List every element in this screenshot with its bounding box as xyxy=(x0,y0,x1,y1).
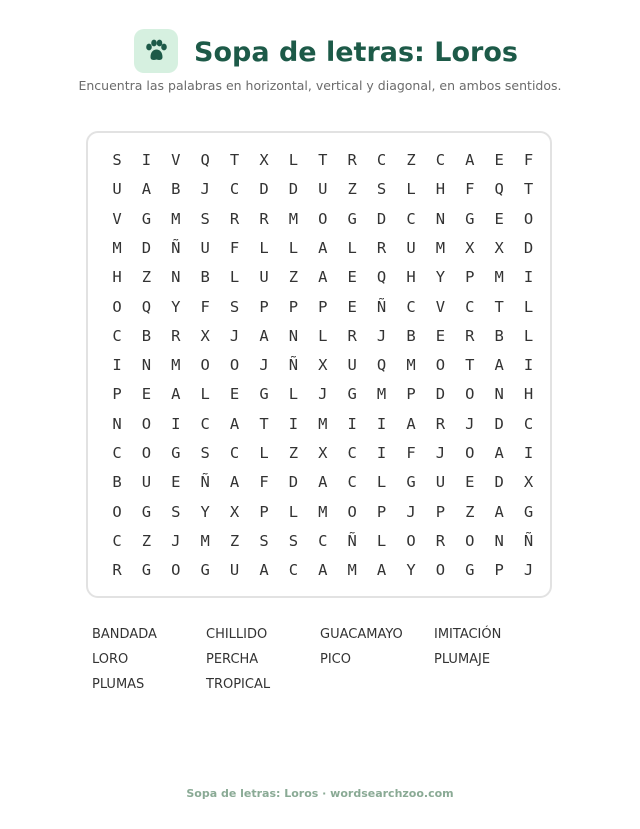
grid-cell[interactable]: T xyxy=(494,297,504,316)
grid-cell[interactable]: O xyxy=(200,356,210,375)
grid-cell[interactable]: G xyxy=(406,473,416,492)
grid-cell[interactable]: A xyxy=(259,326,269,345)
grid-cell[interactable]: B xyxy=(141,326,152,345)
grid-cell[interactable]: A xyxy=(494,502,504,521)
grid-cell[interactable]: S xyxy=(259,531,269,550)
grid-cell[interactable]: C xyxy=(406,297,416,316)
grid-cell[interactable]: P xyxy=(435,502,446,521)
grid-cell[interactable]: C xyxy=(435,151,446,169)
grid-cell[interactable]: L xyxy=(523,326,534,345)
grid-cell[interactable]: L xyxy=(523,297,534,316)
grid-cell[interactable]: A xyxy=(229,414,240,433)
grid-cell[interactable]: O xyxy=(112,297,122,316)
grid-cell[interactable]: F xyxy=(259,473,269,492)
word-list-item: PICO xyxy=(320,652,351,667)
grid-cell[interactable]: O xyxy=(171,561,181,580)
grid-cell[interactable]: J xyxy=(465,414,475,433)
grid-cell[interactable]: P xyxy=(465,268,475,287)
grid-cell[interactable]: T xyxy=(229,151,240,169)
grid-cell[interactable]: S xyxy=(288,531,299,550)
grid-cell[interactable]: I xyxy=(171,414,181,433)
grid-cell[interactable]: T xyxy=(523,180,534,199)
grid-cell[interactable]: Z xyxy=(288,268,299,287)
grid-cell[interactable]: L xyxy=(288,502,299,521)
grid-cell[interactable]: T xyxy=(318,151,328,169)
grid-cell[interactable]: V xyxy=(171,151,181,169)
footer: Sopa de letras: Loros · wordsearchzoo.com xyxy=(186,787,454,800)
grid-cell[interactable]: G xyxy=(465,561,475,580)
grid-cell[interactable]: H xyxy=(112,268,122,287)
word-list-item: PLUMAJE xyxy=(434,652,491,667)
grid-cell[interactable]: O xyxy=(229,356,240,375)
grid-cell[interactable]: J xyxy=(523,561,534,580)
logo xyxy=(134,29,178,73)
grid-cell[interactable]: I xyxy=(523,356,534,375)
header xyxy=(0,28,640,76)
grid-cell[interactable]: U xyxy=(200,238,210,257)
grid-cell[interactable]: S xyxy=(200,209,210,228)
grid-cell[interactable]: M xyxy=(406,356,416,375)
grid-cell[interactable]: C xyxy=(523,414,534,433)
grid-cell[interactable]: U xyxy=(141,473,152,492)
word-list-item: BANDADA xyxy=(92,627,157,642)
word-list-item: IMITACIÓN xyxy=(434,627,502,642)
grid-cell[interactable]: R xyxy=(259,209,269,228)
grid-cell[interactable]: N xyxy=(435,209,446,228)
grid-cell[interactable]: L xyxy=(288,238,299,257)
grid-cell[interactable]: Q xyxy=(494,180,504,199)
grid-cell[interactable]: L xyxy=(318,326,328,345)
grid-cell[interactable]: Q xyxy=(376,356,387,375)
grid-cell[interactable]: M xyxy=(200,531,210,550)
grid-cell[interactable]: B xyxy=(494,326,504,345)
grid-cell[interactable]: M xyxy=(318,502,328,521)
grid-cell[interactable]: A xyxy=(141,180,152,199)
grid-cell[interactable]: J xyxy=(318,385,328,404)
grid-cell[interactable]: J xyxy=(200,180,210,199)
grid-cell[interactable]: A xyxy=(259,561,269,580)
grid-cell[interactable]: Q xyxy=(141,297,152,316)
grid-cell[interactable]: A xyxy=(465,151,475,169)
grid-cell[interactable]: G xyxy=(523,502,534,521)
grid-cell[interactable]: O xyxy=(465,385,475,404)
grid-cell[interactable]: C xyxy=(406,209,416,228)
grid-cell[interactable]: J xyxy=(376,326,387,345)
grid-cell[interactable]: J xyxy=(406,502,416,521)
grid-cell[interactable]: J xyxy=(229,326,240,345)
grid-cell[interactable]: U xyxy=(318,180,328,199)
grid-cell[interactable]: O xyxy=(523,209,534,228)
grid-cell[interactable]: G xyxy=(141,502,152,521)
grid-cell[interactable]: G xyxy=(141,561,152,580)
grid-cell[interactable]: X xyxy=(200,326,210,345)
grid-cell[interactable]: M xyxy=(376,385,387,404)
grid-cell[interactable]: P xyxy=(259,502,269,521)
grid-cell[interactable]: C xyxy=(376,151,387,169)
grid-cell[interactable]: M xyxy=(435,238,446,257)
grid-cell[interactable]: G xyxy=(171,444,181,462)
grid-cell[interactable]: Ñ xyxy=(171,238,181,257)
grid-cell[interactable]: V xyxy=(112,209,122,228)
grid-cell[interactable]: Z xyxy=(141,268,152,287)
grid-cell[interactable]: I xyxy=(288,414,299,433)
grid-cell[interactable]: C xyxy=(200,414,210,433)
grid-cell[interactable]: F xyxy=(406,444,416,462)
grid-cell[interactable]: N xyxy=(494,531,504,550)
grid-cell[interactable]: R xyxy=(229,209,240,228)
grid-cell[interactable]: R xyxy=(171,326,181,345)
grid-cell[interactable]: D xyxy=(376,209,387,228)
grid-cell[interactable]: I xyxy=(523,268,534,287)
grid-cell[interactable]: Z xyxy=(406,151,416,169)
grid-cell[interactable]: M xyxy=(171,356,181,375)
grid-cell[interactable]: A xyxy=(376,561,387,580)
grid-cell[interactable]: P xyxy=(288,297,299,316)
grid-cell[interactable]: O xyxy=(465,531,475,550)
grid-cell[interactable]: N xyxy=(141,356,152,375)
grid-cell[interactable]: L xyxy=(259,238,269,257)
grid-cell[interactable]: N xyxy=(494,385,504,404)
grid-cell[interactable]: B xyxy=(171,180,181,199)
grid-cell[interactable]: N xyxy=(288,326,299,345)
grid-cell[interactable]: S xyxy=(112,151,122,169)
grid-cell[interactable]: C xyxy=(112,531,122,550)
grid-cell[interactable]: J xyxy=(171,531,181,550)
grid-cell[interactable]: M xyxy=(112,238,122,257)
grid-cell[interactable]: D xyxy=(259,180,269,199)
grid-cell[interactable]: D xyxy=(288,180,299,199)
grid-cell[interactable]: Ñ xyxy=(288,356,299,375)
grid-cell[interactable]: H xyxy=(435,180,446,199)
grid-cell[interactable]: L xyxy=(288,385,299,404)
grid-cell[interactable]: O xyxy=(347,502,357,521)
grid-cell[interactable]: D xyxy=(494,414,504,433)
grid-cell[interactable]: P xyxy=(376,502,387,521)
grid-cell[interactable]: O xyxy=(406,531,416,550)
grid-cell[interactable]: C xyxy=(229,444,240,462)
grid-cell[interactable]: R xyxy=(376,238,387,257)
grid-cell[interactable]: F xyxy=(523,151,534,169)
grid-cell[interactable]: C xyxy=(112,326,122,345)
grid-cell[interactable]: C xyxy=(318,531,328,550)
grid-cell[interactable]: Ñ xyxy=(347,531,357,550)
grid-cell[interactable]: E xyxy=(494,151,504,169)
grid-cell[interactable]: U xyxy=(406,238,416,257)
grid-cell[interactable]: H xyxy=(523,385,534,404)
grid-cell[interactable]: U xyxy=(229,561,240,580)
grid-cell[interactable]: A xyxy=(318,561,328,580)
grid-cell[interactable]: X xyxy=(229,502,240,521)
grid-cell[interactable]: Y xyxy=(200,502,210,521)
grid-cell[interactable]: A xyxy=(406,414,416,433)
grid-cell[interactable]: C xyxy=(229,180,240,199)
grid-cell[interactable]: Ñ xyxy=(376,297,387,316)
grid-cell[interactable]: J xyxy=(435,444,446,462)
grid-cell[interactable]: R xyxy=(347,151,357,169)
grid-cell[interactable]: A xyxy=(318,473,328,492)
grid-cell[interactable]: L xyxy=(376,531,387,550)
grid-cell[interactable]: E xyxy=(347,268,357,287)
grid-cell[interactable]: V xyxy=(435,297,446,316)
grid-cell[interactable]: A xyxy=(494,444,504,462)
grid-cell[interactable]: E xyxy=(141,385,152,404)
grid-cell[interactable]: E xyxy=(465,473,475,492)
grid-cell[interactable]: O xyxy=(141,414,152,433)
grid-cell[interactable]: L xyxy=(259,444,269,462)
grid-cell[interactable]: O xyxy=(141,444,152,462)
grid-cell[interactable]: B xyxy=(200,268,210,287)
grid-cell[interactable]: U xyxy=(112,180,122,199)
word-list-item: PLUMAS xyxy=(92,677,145,692)
instructions: Encuentra las palabras en horizontal, vertical y diagonal, en ambos sentidos. xyxy=(78,78,562,93)
grid-cell[interactable]: Ñ xyxy=(523,531,534,550)
grid-cell[interactable]: I xyxy=(376,444,387,462)
word-list-item: PERCHA xyxy=(206,652,259,667)
grid-cell[interactable]: I xyxy=(141,151,152,169)
grid-cell[interactable]: A xyxy=(171,385,181,404)
grid-cell[interactable]: U xyxy=(435,473,446,492)
grid-cell[interactable]: H xyxy=(406,268,416,287)
grid-cell[interactable]: G xyxy=(347,385,357,404)
grid-cell[interactable]: G xyxy=(347,209,357,228)
grid-cell[interactable]: D xyxy=(523,238,534,257)
grid-cell[interactable]: Z xyxy=(347,180,357,199)
page-title: Sopa de letras: Loros xyxy=(194,37,518,68)
word-list-item: TROPICAL xyxy=(206,677,271,692)
grid-cell[interactable]: R xyxy=(435,414,446,433)
grid-cell[interactable]: E xyxy=(229,385,240,404)
grid-cell[interactable]: L xyxy=(200,385,210,404)
grid-cell[interactable]: L xyxy=(347,238,357,257)
grid-cell[interactable]: G xyxy=(465,209,475,228)
grid-cell[interactable]: I xyxy=(112,356,122,375)
grid-cell[interactable]: Z xyxy=(465,502,475,521)
grid-cell[interactable]: P xyxy=(318,297,328,316)
grid-cell[interactable]: Z xyxy=(288,444,299,462)
grid-cell[interactable]: Q xyxy=(376,268,387,287)
grid-cell[interactable]: X xyxy=(465,238,475,257)
grid-cell[interactable]: R xyxy=(465,326,475,345)
grid-cell[interactable]: P xyxy=(494,561,504,580)
grid-cell[interactable]: O xyxy=(435,356,446,375)
grid-cell[interactable]: L xyxy=(406,180,416,199)
grid-cell[interactable]: N xyxy=(112,414,122,433)
grid-cell[interactable]: D xyxy=(141,238,152,257)
grid-cell[interactable]: X xyxy=(523,473,534,492)
grid-cell[interactable]: Q xyxy=(200,151,210,169)
grid-cell[interactable]: A xyxy=(229,473,240,492)
grid-cell[interactable]: O xyxy=(112,502,122,521)
grid-cell[interactable]: A xyxy=(318,238,328,257)
grid-cell[interactable]: O xyxy=(465,444,475,462)
grid-cell[interactable]: M xyxy=(288,209,299,228)
grid-cell[interactable]: L xyxy=(229,268,240,287)
grid-cell[interactable]: M xyxy=(318,414,328,433)
grid-cell[interactable]: I xyxy=(523,444,534,462)
grid-cell[interactable]: F xyxy=(200,297,210,316)
word-list-item: CHILLIDO xyxy=(206,627,268,642)
grid-cell[interactable]: I xyxy=(376,414,387,433)
grid-cell[interactable]: X xyxy=(318,356,328,375)
grid-cell[interactable]: E xyxy=(171,473,181,492)
grid-cell[interactable]: T xyxy=(465,356,475,375)
grid-cell[interactable]: Y xyxy=(435,268,446,287)
grid-cell[interactable]: C xyxy=(288,561,299,580)
grid-cell[interactable]: N xyxy=(171,268,181,287)
grid-cell[interactable]: R xyxy=(112,561,122,580)
grid-cell[interactable]: A xyxy=(494,356,504,375)
grid-cell[interactable]: G xyxy=(200,561,210,580)
grid-cell[interactable]: C xyxy=(347,473,357,492)
word-list-item: GUACAMAYO xyxy=(320,627,403,642)
grid-cell[interactable]: S xyxy=(171,502,181,521)
grid-cell[interactable]: L xyxy=(376,473,387,492)
grid-cell[interactable]: G xyxy=(141,209,152,228)
grid-cell[interactable]: Y xyxy=(406,561,416,580)
grid-cell[interactable]: E xyxy=(435,326,446,345)
grid-cell[interactable]: Ñ xyxy=(200,473,210,492)
grid-cell[interactable]: O xyxy=(435,561,446,580)
letter-grid xyxy=(86,131,552,598)
grid-cell[interactable]: T xyxy=(259,414,269,433)
grid-cell[interactable]: X xyxy=(259,151,269,169)
grid-cell[interactable]: G xyxy=(259,385,269,404)
grid-cell[interactable]: Z xyxy=(229,531,240,550)
letter-grid-cells xyxy=(88,133,550,596)
grid-cell[interactable]: M xyxy=(347,561,357,580)
grid-cell[interactable]: B xyxy=(112,473,122,492)
grid-cell[interactable]: D xyxy=(288,473,299,492)
grid-cell[interactable]: J xyxy=(259,356,269,375)
grid-cell[interactable]: F xyxy=(465,180,475,199)
grid-cell[interactable]: P xyxy=(406,385,416,404)
grid-cell[interactable]: Z xyxy=(141,531,152,550)
grid-cell[interactable]: S xyxy=(229,297,240,316)
grid-cell[interactable]: M xyxy=(494,268,504,287)
grid-cell[interactable]: D xyxy=(435,385,446,404)
grid-cell[interactable]: O xyxy=(318,209,328,228)
grid-cell[interactable]: C xyxy=(347,444,357,462)
grid-cell[interactable]: X xyxy=(494,238,504,257)
grid-cell[interactable]: P xyxy=(112,385,122,404)
grid-cell[interactable]: Y xyxy=(171,297,181,316)
grid-cell[interactable]: E xyxy=(494,209,504,228)
grid-cell[interactable]: L xyxy=(288,151,299,169)
grid-cell[interactable]: F xyxy=(229,238,240,257)
grid-cell[interactable]: R xyxy=(347,326,357,345)
grid-cell[interactable]: C xyxy=(465,297,475,316)
grid-cell[interactable]: D xyxy=(494,473,504,492)
grid-cell[interactable]: X xyxy=(318,444,328,462)
grid-cell[interactable]: U xyxy=(347,356,357,375)
grid-cell[interactable]: E xyxy=(347,297,357,316)
grid-cell[interactable]: M xyxy=(171,209,181,228)
grid-cell[interactable]: S xyxy=(200,444,210,462)
grid-cell[interactable]: B xyxy=(406,326,416,345)
grid-cell[interactable]: C xyxy=(112,444,122,462)
word-list-item: LORO xyxy=(92,652,129,667)
grid-cell[interactable]: S xyxy=(376,180,387,199)
grid-cell[interactable]: I xyxy=(347,414,357,433)
grid-cell[interactable]: U xyxy=(259,268,269,287)
grid-cell[interactable]: R xyxy=(435,531,446,550)
grid-cell[interactable]: P xyxy=(259,297,269,316)
grid-cell[interactable]: A xyxy=(318,268,328,287)
